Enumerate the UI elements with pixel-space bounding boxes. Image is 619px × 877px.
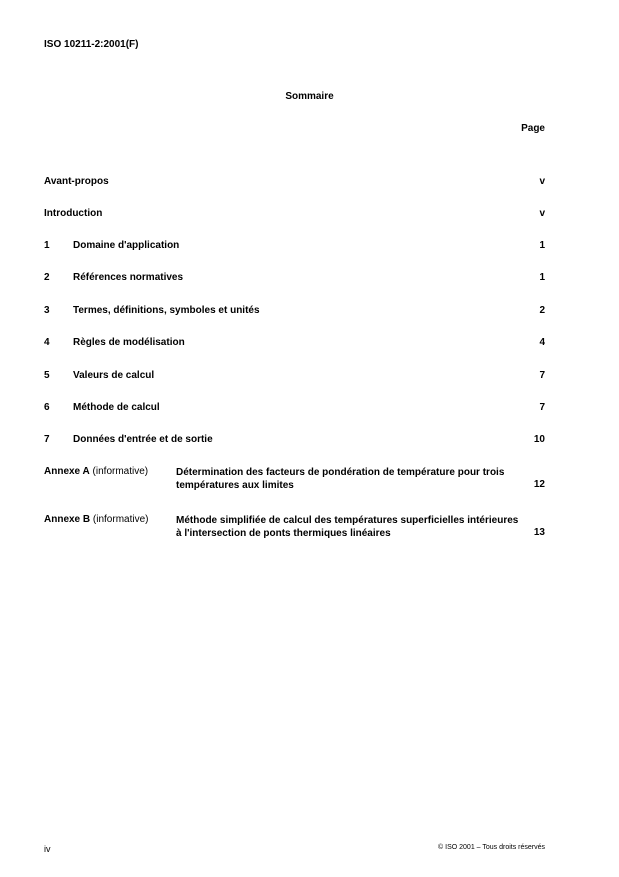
toc-entry-page: 1 <box>539 240 545 251</box>
toc-title: Sommaire <box>285 91 334 102</box>
toc-entry-number: 4 <box>44 337 50 348</box>
annex-title: Méthode simplifiée de calcul des températures superficielles intérieures à l'intersection de ponts thermiques linéaires <box>176 515 519 539</box>
toc-entry-avant-propos[interactable] <box>44 176 545 190</box>
toc-entry-page: 7 <box>539 402 545 413</box>
toc-entry-page: 4 <box>539 337 545 348</box>
toc-entry-title: Données d'entrée et de sortie <box>73 434 213 445</box>
toc-entry-4[interactable] <box>44 337 545 351</box>
toc-entry-6[interactable] <box>44 402 545 416</box>
annex-title: Détermination des facteurs de pondération de température pour trois températures aux limites <box>176 467 505 491</box>
toc-entry-title: Valeurs de calcul <box>73 370 155 381</box>
toc-entry-page: v <box>539 208 545 219</box>
toc-entry-page: 2 <box>539 305 545 316</box>
toc-entry-3[interactable] <box>44 305 545 319</box>
annex-page: 12 <box>533 479 545 490</box>
toc-entry-7[interactable] <box>44 434 545 448</box>
toc-entry-page: v <box>539 176 545 187</box>
annex-name: Annexe B <box>44 514 91 525</box>
annex-type: (informative) <box>92 466 149 477</box>
toc-entry-5[interactable] <box>44 370 545 384</box>
annex-name: Annexe A <box>44 466 90 477</box>
toc-entry-page: 7 <box>539 370 545 381</box>
toc-entry-number: 7 <box>44 434 50 445</box>
toc-entry-number: 3 <box>44 305 50 316</box>
toc-entry-2[interactable] <box>44 272 545 286</box>
toc-entry-page: 10 <box>533 434 545 445</box>
toc-entry-title: Introduction <box>44 208 103 219</box>
toc-entry-number: 6 <box>44 402 50 413</box>
toc-annex-b[interactable] <box>44 514 545 542</box>
toc-entry-title: Avant-propos <box>44 176 109 187</box>
toc-entry-title: Méthode de calcul <box>73 402 160 413</box>
toc-annex-a[interactable] <box>44 466 545 494</box>
toc-entry-title: Termes, définitions, symboles et unités <box>73 305 260 316</box>
toc-entry-number: 5 <box>44 370 50 381</box>
annex-label <box>44 514 148 525</box>
annex-type: (informative) <box>92 514 149 525</box>
toc-entry-title: Règles de modélisation <box>73 337 185 348</box>
toc-entry-number: 1 <box>44 240 50 251</box>
toc-entry-page: 1 <box>539 272 545 283</box>
toc-entry-title: Domaine d'application <box>73 240 180 251</box>
document-id: ISO 10211-2:2001(F) <box>44 39 139 50</box>
annex-label <box>44 466 148 477</box>
page-column-header: Page <box>521 123 545 134</box>
toc-entry-title: Références normatives <box>73 272 184 283</box>
annex-page: 13 <box>533 527 545 538</box>
toc-entry-number: 2 <box>44 272 50 283</box>
toc-entry-1[interactable] <box>44 240 545 254</box>
footer-copyright: © ISO 2001 – Tous droits réservés <box>438 844 545 851</box>
footer-page-number: iv <box>44 844 51 854</box>
toc-entry-introduction[interactable] <box>44 208 545 222</box>
